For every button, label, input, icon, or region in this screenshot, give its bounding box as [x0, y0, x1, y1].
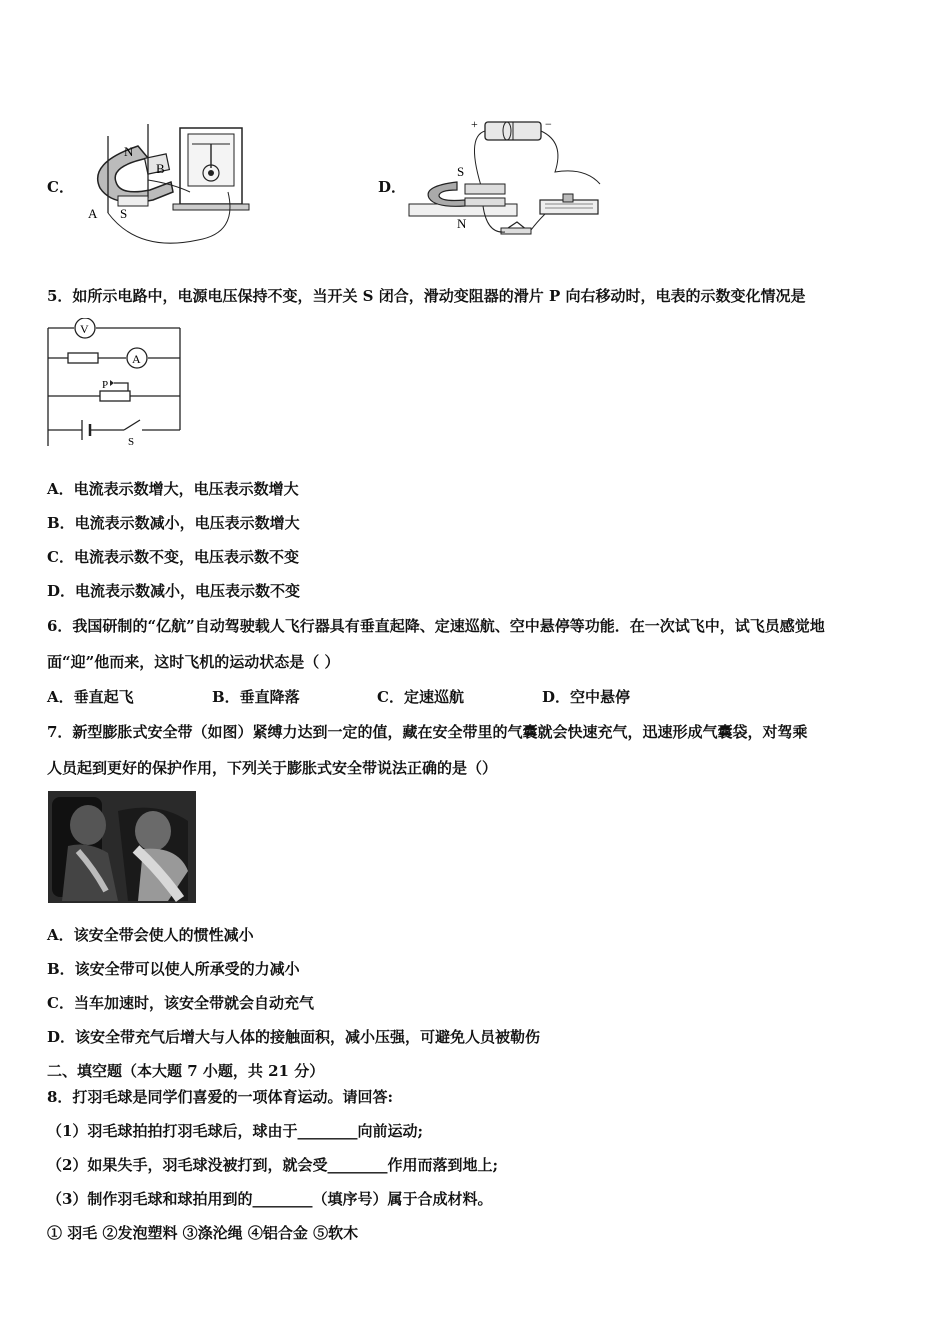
q8-choices: ① 羽毛 ②发泡塑料 ③涤沦绳 ④铝合金 ⑤软木 — [47, 1224, 359, 1242]
q6-option-b[interactable]: B．垂直降落 — [212, 688, 300, 706]
q6-option-a[interactable]: A．垂直起飞 — [47, 688, 134, 706]
option-d-label: D． — [378, 178, 407, 196]
slider-p-label: P — [102, 379, 109, 391]
switch-s-label: S — [128, 436, 135, 448]
section-2-title: 二、填空题（本大题 7 小题，共 21 分） — [47, 1062, 325, 1080]
label-s-d: S — [457, 164, 465, 179]
q7-option-d[interactable]: D．该安全带充气后增大与人体的接触面积，减小压强，可避免人员被勒伤 — [47, 1028, 541, 1046]
q6-stem-line1: 6．我国研制的“亿航”自动驾驶载人飞行器具有垂直起降、定速巡航、空中悬停等功能．在一次试飞中，试飞员感觉地 — [47, 617, 825, 635]
q7-option-b[interactable]: B．该安全带可以使人所承受的力减小 — [47, 960, 300, 978]
label-s: S — [120, 206, 128, 221]
q7-option-c[interactable]: C．当车加速时，该安全带就会自动充气 — [47, 994, 314, 1012]
label-n: N — [124, 144, 134, 159]
label-a: A — [88, 206, 98, 221]
q8-part-2: （2）如果失手，羽毛球没被打到，就会受________作用而落到地上; — [47, 1156, 498, 1174]
q7-stem-line2: 人员起到更好的保护作用，下列关于膨胀式安全带说法正确的是（） — [47, 759, 498, 777]
label-n-d: N — [457, 216, 467, 231]
q6-option-d[interactable]: D．空中悬停 — [542, 688, 631, 706]
q5-option-c[interactable]: C．电流表示数不变，电压表示数不变 — [47, 548, 299, 566]
label-minus: − — [545, 117, 552, 131]
q7-option-a[interactable]: A．该安全带会使人的惯性减小 — [47, 926, 254, 944]
label-b: B — [156, 161, 165, 176]
q5-option-a[interactable]: A．电流表示数增大，电压表示数增大 — [47, 480, 299, 498]
q6-stem-line2: 面“迎”他而来，这时飞机的运动状态是（ ） — [47, 653, 340, 671]
q8-part-1: （1）羽毛球拍拍打羽毛球后，球由于________向前运动; — [47, 1122, 423, 1140]
q5-stem: 5．如所示电路中，电源电压保持不变，当开关 S 闭合，滑动变阻器的滑片 P 向右移动时，电表的示数变化情况是 — [47, 287, 806, 305]
q5-option-b[interactable]: B．电流表示数减小，电压表示数增大 — [47, 514, 300, 532]
figure-d-motor-circuit — [405, 112, 615, 240]
q5-option-d[interactable]: D．电流表示数减小，电压表示数不变 — [47, 582, 301, 600]
q6-option-c[interactable]: C．定速巡航 — [377, 688, 464, 706]
q8-part-3: （3）制作羽毛球和球拍用到的________（填序号）属于合成材料。 — [47, 1190, 493, 1208]
option-c-label: C． — [47, 178, 74, 196]
ammeter-label: A — [132, 352, 141, 366]
label-plus: + — [471, 117, 478, 131]
q7-stem-line1: 7．新型膨胀式安全带（如图）紧缚力达到一定的值，藏在安全带里的气囊就会快速充气，迅速形成气囊袋，对驾乘 — [47, 723, 808, 741]
voltmeter-label: V — [80, 322, 89, 336]
figure-q7-seatbelt-photo — [48, 791, 196, 903]
q8-stem: 8．打羽毛球是同学们喜爱的一项体育运动。请回答: — [47, 1088, 393, 1106]
figure-q5-circuit — [44, 318, 186, 448]
figure-c-magnet-galvanometer — [78, 118, 328, 248]
